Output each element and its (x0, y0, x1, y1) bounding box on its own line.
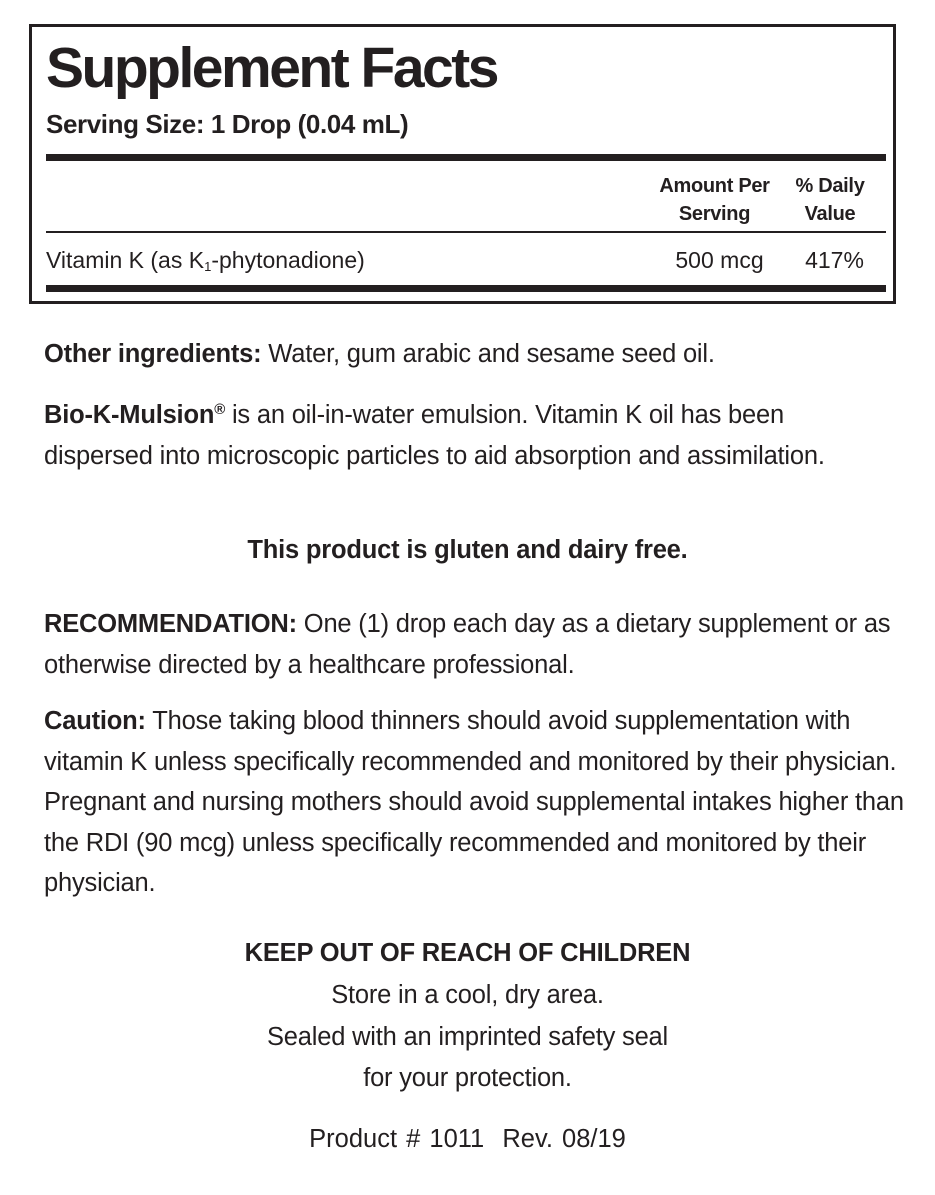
amount-per-serving-header: Amount Per Serving (659, 175, 770, 225)
nutrient-daily-value: 417% (805, 247, 864, 273)
caution: Caution: Those taking blood thinners should avoid supplementation with vitamin K unless specifically recommended and monitored by their physician. Pregnant and nursing mothers should avoid supplemental intakes higher than the RDI (90 mcg) unless specifically recommended and monitored by their physician. (44, 707, 904, 897)
recommendation: RECOMMENDATION: One (1) drop each day as a dietary supplement or as otherwise directed by a healthcare professional. (44, 610, 891, 679)
daily-value-header: % Daily Value (795, 175, 865, 225)
thick-divider-top (46, 154, 886, 161)
thick-divider-bottom (46, 285, 886, 292)
other-ingredients: Other ingredients: Water, gum arabic and sesame seed oil. (44, 340, 715, 368)
product-number-revision: Product # 1011 Rev. 08/19 (309, 1125, 626, 1153)
serving-size: Serving Size: 1 Drop (0.04 mL) (46, 109, 409, 139)
nutrient-amount: 500 mcg (675, 247, 764, 273)
storage-instructions: Store in a cool, dry area. Sealed with an imprinted safety seal for your protection. (266, 981, 669, 1092)
facts-title: Supplement Facts (46, 36, 497, 100)
supplement-facts-panel (29, 24, 896, 304)
nutrient-name: Vitamin K (as $K_1-phytonadione$) (46, 247, 365, 274)
keep-out-of-reach-warning: KEEP OUT OF REACH OF CHILDREN (244, 939, 691, 967)
bio-k-mulsion-description: Bio-K-Mulsion® is an oil-in-water emulsion. Vitamin K oil has been dispersed into microscopic particles to aid absorption and assimilation. (44, 401, 825, 470)
gluten-dairy-free-statement: This product is gluten and dairy free. (247, 536, 688, 564)
thin-divider (46, 231, 886, 233)
